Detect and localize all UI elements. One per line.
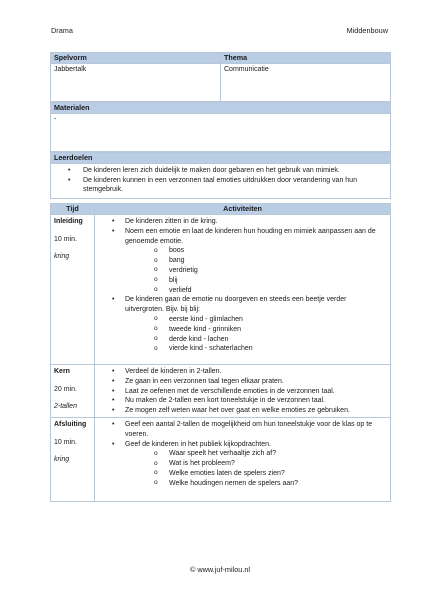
phase-grouping: 2-tallen: [54, 403, 77, 410]
activity-item: [98, 295, 387, 354]
activity-row: [51, 214, 390, 364]
activity-subitem: o vierde kind - schaterlachen: [125, 344, 387, 354]
subject-label: Drama: [51, 26, 73, 35]
activities-column-heading: Activiteiten: [94, 204, 390, 214]
phase-duration: 10 min.: [54, 439, 77, 446]
materialen-heading: Materialen: [51, 103, 390, 113]
activity-text: De kinderen gaan de emotie nu doorgeven en steeds een beetje verder uitvergroten. Bijv. bij blij:: [125, 296, 347, 314]
leerdoel-item: • De kinderen kunnen in een verzonnen taal emoties uitdrukken door verandering van hun stemgebruik.: [54, 176, 387, 195]
time-cell: [51, 215, 94, 364]
activity-item: [98, 377, 387, 387]
activity-subitem: o verdrietig: [125, 266, 387, 276]
activity-item: [98, 420, 387, 440]
activity-text: Ze mogen zelf weten waar het over gaat en welke emoties ze gebruiken.: [125, 407, 350, 415]
activity-subitem: o Welke emoties laten de spelers zien?: [125, 469, 387, 479]
level-label: Middenbouw: [346, 26, 388, 35]
time-cell: [51, 365, 94, 417]
spelvorm-heading: Spelvorm: [54, 53, 87, 62]
activities-cell: [94, 365, 390, 417]
activity-item: [98, 367, 387, 377]
spelvorm-value: Jabbertalk: [51, 63, 220, 101]
activity-subitem: o boos: [125, 246, 387, 256]
phase-name: Inleiding: [54, 218, 83, 225]
activity-text: Noem een emotie en laat de kinderen hun houding en mimiek aanpassen aan de genoemde emotie.: [125, 227, 376, 245]
activity-item: [98, 227, 387, 296]
activity-text: De kinderen zitten in de kring.: [125, 218, 218, 225]
activity-subitem: o verliefd: [125, 286, 387, 296]
activity-item: [98, 217, 387, 227]
activity-text: Verdeel de kinderen in 2-tallen.: [125, 368, 222, 375]
activity-subitem: o blij: [125, 276, 387, 286]
time-cell: [51, 418, 94, 501]
leerdoelen-table: [50, 152, 391, 199]
activities-table: [50, 203, 391, 502]
activity-subitem: o tweede kind - grinniken: [125, 325, 387, 335]
materialen-value: -: [51, 113, 390, 151]
activity-item: [98, 406, 387, 416]
materialen-table: [50, 102, 391, 152]
activity-subitem: o derde kind - lachen: [125, 335, 387, 345]
activity-subitem: o bang: [125, 256, 387, 266]
overview-table: [50, 52, 391, 102]
activity-subitem: o Wat is het probleem?: [125, 459, 387, 469]
activity-subitem: o Waar speelt het verhaaltje zich af?: [125, 449, 387, 459]
leerdoel-item: • De kinderen leren zich duidelijk te maken door gebaren en het gebruik van mimiek.: [54, 166, 387, 176]
activity-row: [51, 364, 390, 417]
activity-text: Geef een aantal 2-tallen de mogelijkheid om hun toneelstukje voor de klas op te voeren.: [125, 421, 373, 438]
phase-duration: 20 min.: [54, 386, 77, 393]
phase-duration: 10 min.: [54, 236, 77, 243]
thema-value: Communicatie: [220, 63, 390, 101]
phase-grouping: kring: [54, 253, 70, 260]
activity-text: Geef de kinderen in het publiek kijkopdrachten.: [125, 440, 271, 448]
thema-heading: Thema: [220, 53, 390, 63]
phase-grouping: kring: [54, 456, 70, 463]
leerdoelen-heading: Leerdoelen: [51, 153, 390, 163]
activity-item: [98, 387, 387, 397]
activities-cell: [94, 215, 390, 364]
activity-text: Nu maken de 2-tallen een kort toneelstukje in de verzonnen taal.: [125, 397, 326, 405]
activity-subitem: o eerste kind - glimlachen: [125, 315, 387, 325]
activity-text: Laat ze oefenen met de verschillende emoties in de verzonnen taal.: [125, 387, 335, 395]
activity-subitem: o Welke houdingen nemen de spelers aan?: [125, 479, 387, 489]
activity-row: [51, 417, 390, 501]
time-column-heading: Tijd: [66, 204, 79, 213]
phase-name: Afsluiting: [54, 421, 87, 428]
activity-item: [98, 440, 387, 489]
footer-copyright: © www.juf-milou.nl: [189, 565, 251, 574]
activity-item: [98, 396, 387, 406]
activity-text: Ze gaan in een verzonnen taal tegen elkaar praten.: [125, 377, 284, 385]
phase-name: Kern: [54, 368, 70, 375]
leerdoelen-list: [54, 166, 387, 195]
activities-cell: [94, 418, 390, 501]
